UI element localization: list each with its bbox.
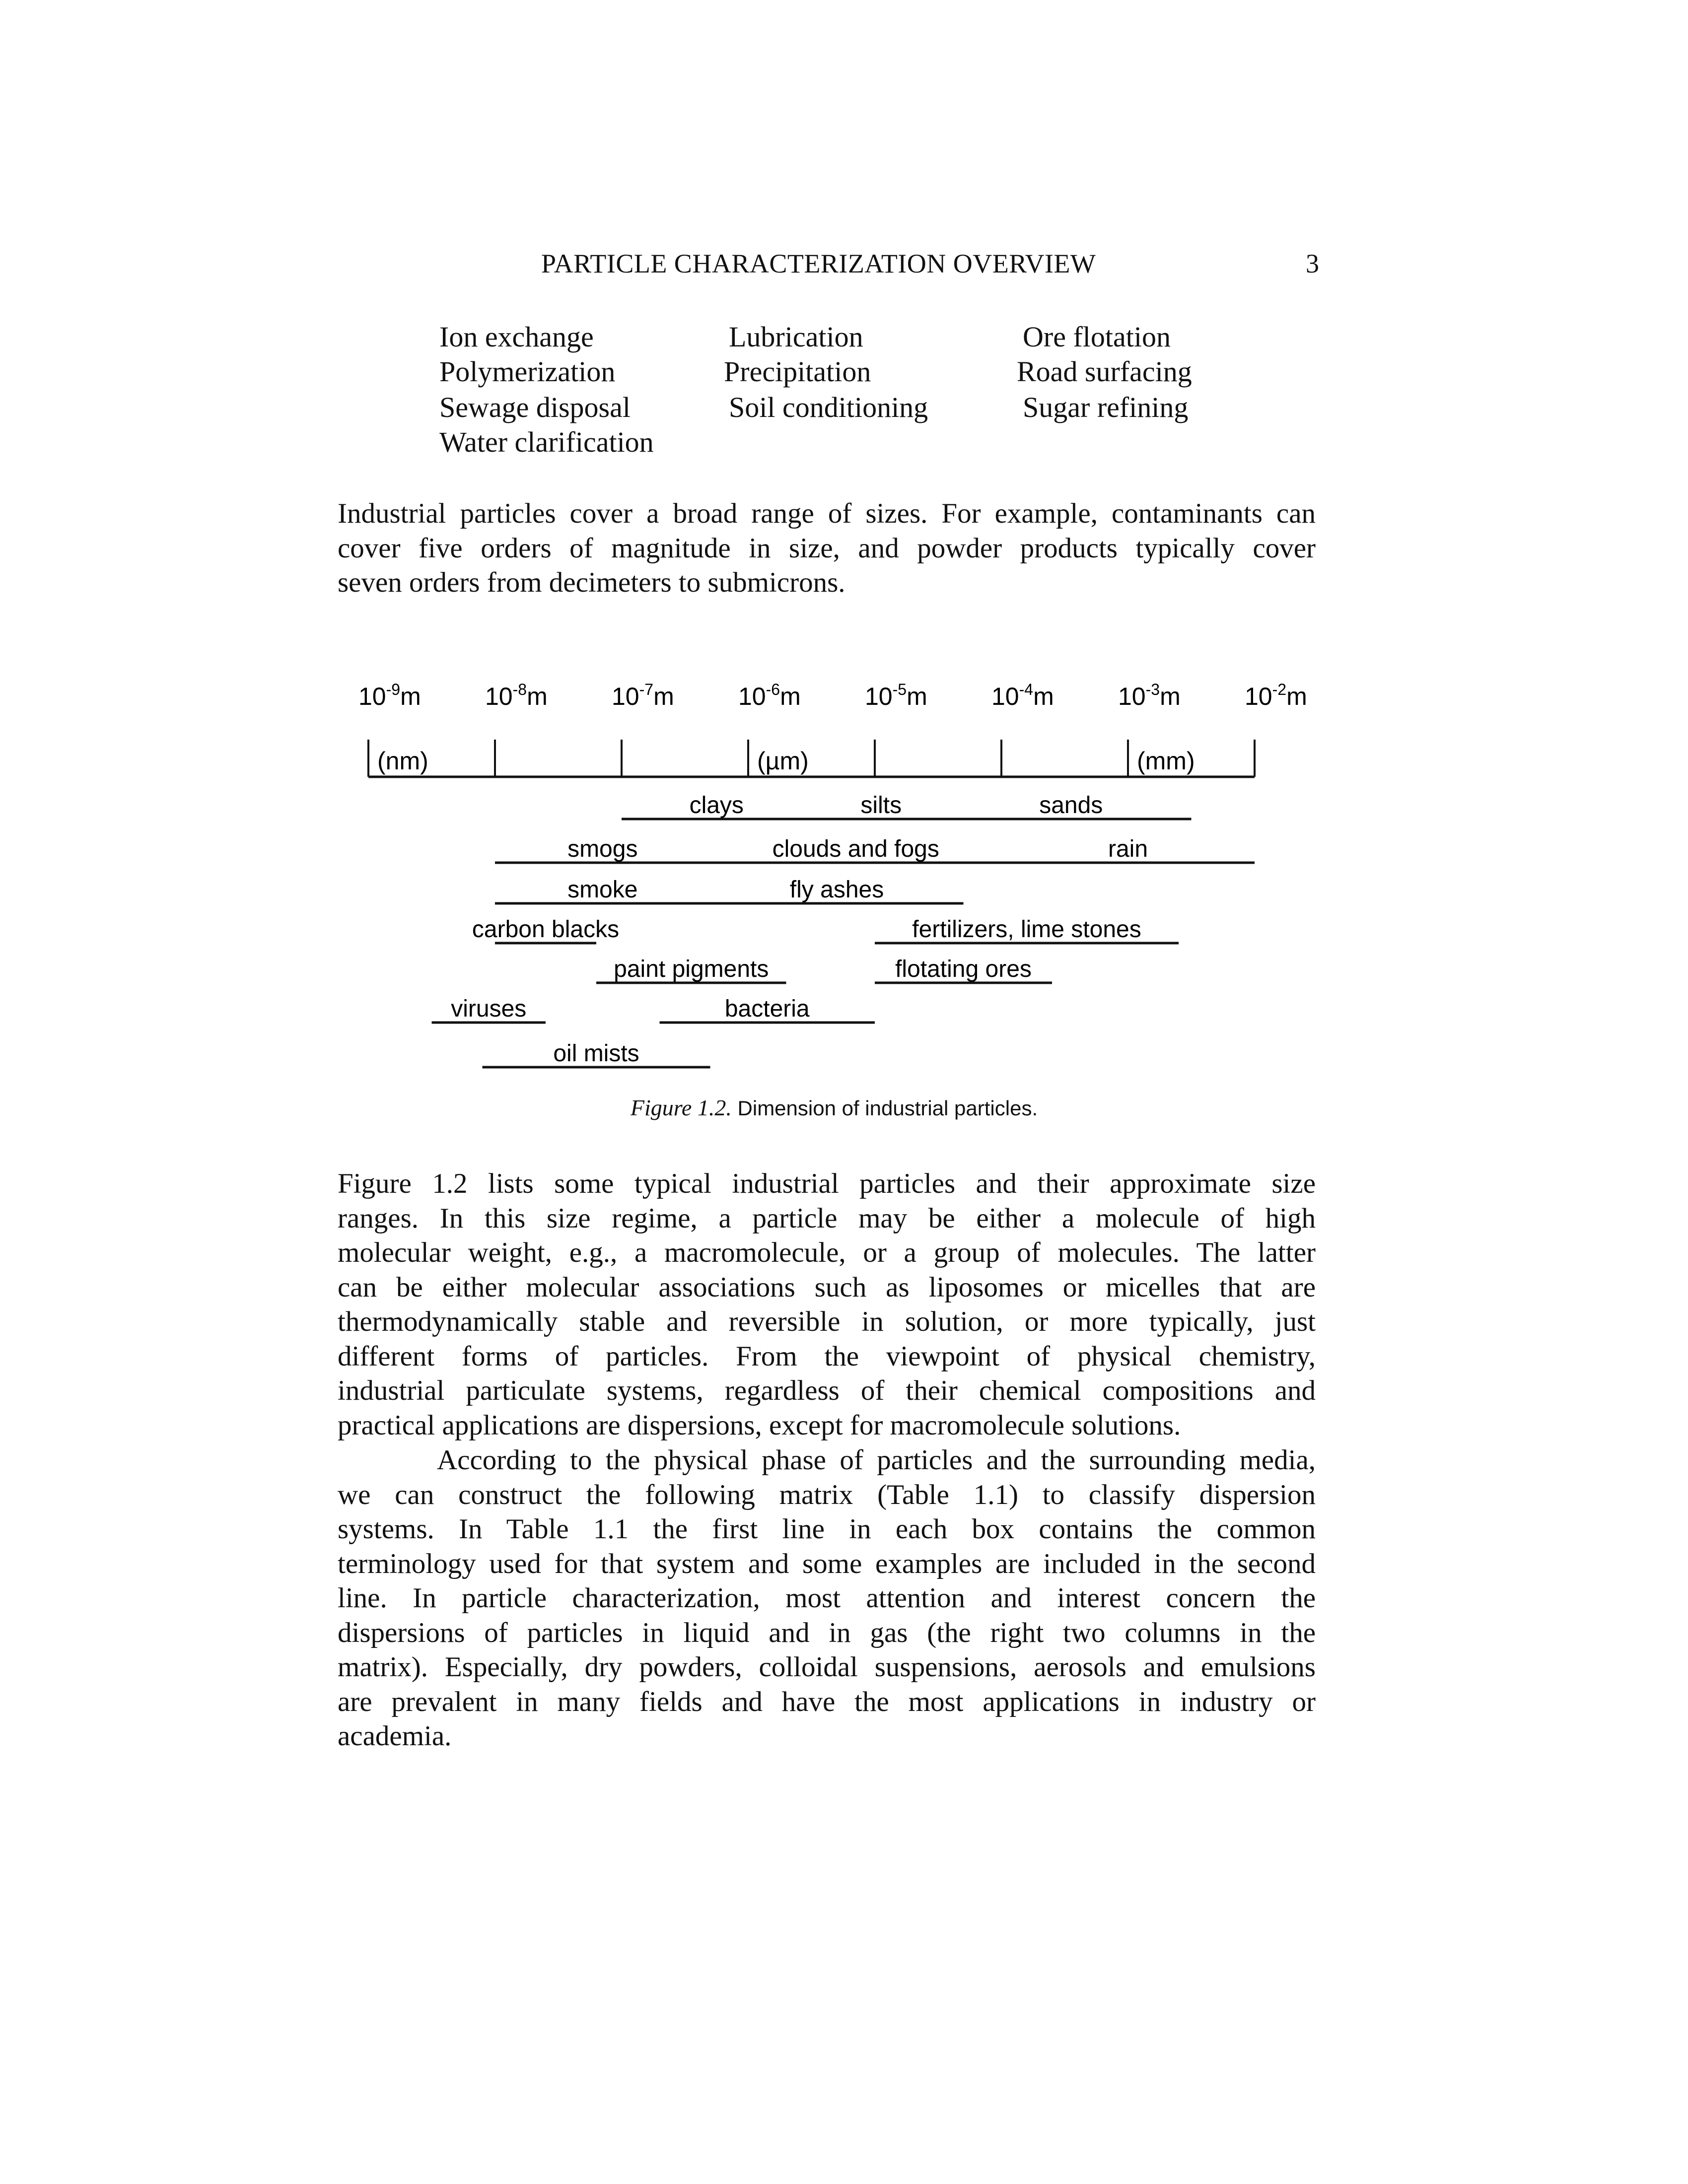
page-number: 3 — [1306, 249, 1320, 278]
paragraph-line: thermodynamically stable and reversible in solution, or more typically, just — [338, 1306, 1316, 1337]
paragraph-line: different forms of particles. From the viewpoint of physical chemistry, — [338, 1340, 1316, 1372]
application-item: Water clarification — [439, 426, 654, 458]
particle-label: clouds and fogs — [772, 836, 939, 862]
paragraph-line: Industrial particles cover a broad range of sizes. For example, contaminants can — [338, 498, 1316, 529]
size-scale-diagram — [338, 675, 1331, 1092]
particle-label: fertilizers, lime stones — [912, 916, 1141, 943]
particle-label: smogs — [567, 836, 638, 862]
scale-label: $10^{-6}m$ — [738, 681, 801, 710]
unit-label: (mm) — [1137, 747, 1195, 775]
particle-label: smoke — [567, 877, 638, 903]
particle-label: paint pigments — [614, 956, 769, 982]
application-item: Precipitation — [724, 355, 871, 388]
application-item: Polymerization — [439, 355, 616, 388]
paragraph-line: industrial particulate systems, regardless of their chemical compositions and — [338, 1375, 1316, 1406]
scale-label: $10^{-2}m$ — [1245, 681, 1307, 710]
unit-label: (nm) — [377, 747, 428, 775]
paragraph-line: line. In particle characterization, most attention and interest concern the — [338, 1582, 1316, 1614]
figure-caption — [338, 1094, 1331, 1121]
particle-label: bacteria — [724, 996, 810, 1022]
application-item: Sewage disposal — [439, 391, 631, 423]
particle-label: viruses — [451, 996, 527, 1022]
application-item: Road surfacing — [1017, 355, 1192, 388]
application-item: Sugar refining — [1023, 391, 1189, 423]
scale-label: $10^{-8}m$ — [485, 681, 548, 710]
paragraph-line: systems. In Table 1.1 the first line in each box contains the common — [338, 1513, 1316, 1545]
paragraph-line: Figure 1.2 lists some typical industrial particles and their approximate size — [338, 1168, 1316, 1199]
scale-label: $10^{-3}m$ — [1118, 681, 1181, 710]
application-item: Ore flotation — [1023, 321, 1171, 353]
unit-label: (µm) — [757, 747, 809, 775]
caption-text: Dimension of industrial particles. — [731, 1096, 1038, 1120]
paragraph-line: are prevalent in many fields and have the most applications in industry or — [338, 1686, 1316, 1717]
paragraph-line: can be either molecular associations such as liposomes or micelles that are — [338, 1271, 1316, 1303]
application-item: Ion exchange — [439, 321, 594, 353]
application-item: Lubrication — [729, 321, 863, 353]
caption-label: Figure 1.2. — [630, 1095, 732, 1120]
paragraph-line: we can construct the following matrix (Table 1.1) to classify dispersion — [338, 1479, 1316, 1510]
paragraph-dispersion-matrix — [338, 1443, 1316, 1754]
particle-label: fly ashes — [789, 877, 884, 903]
paragraph-line: terminology used for that system and some examples are included in the second — [338, 1548, 1316, 1579]
paragraph-line: ranges. In this size regime, a particle may be either a molecule of high — [338, 1202, 1316, 1234]
particle-label: sands — [1039, 792, 1103, 819]
paragraph-line: cover five orders of magnitude in size, and powder products typically cover — [338, 532, 1316, 564]
particle-label: flotating ores — [895, 956, 1032, 982]
scale-label: $10^{-4}m$ — [991, 681, 1054, 710]
paragraph-line: dispersions of particles in liquid and in gas (the right two columns in the — [338, 1617, 1316, 1648]
paragraph-figure-description — [338, 1166, 1316, 1442]
running-title: PARTICLE CHARACTERIZATION OVERVIEW — [541, 249, 1096, 278]
particle-label: carbon blacks — [472, 916, 620, 943]
application-item: Soil conditioning — [729, 391, 928, 423]
paragraph-line: matrix). Especially, dry powders, colloidal suspensions, aerosols and emulsions — [338, 1651, 1316, 1683]
particle-label: clays — [689, 792, 744, 819]
particle-label: silts — [860, 792, 902, 819]
paragraph-line: According to the physical phase of particles and the surrounding media, — [437, 1444, 1316, 1476]
particle-label: rain — [1108, 836, 1148, 862]
scale-label: $10^{-7}m$ — [612, 681, 674, 710]
paragraph-line: molecular weight, e.g., a macromolecule, or a group of molecules. The latter — [338, 1237, 1316, 1268]
scale-label: $10^{-5}m$ — [865, 681, 927, 710]
paragraph-line: practical applications are dispersions, except for macromolecule solutions. — [338, 1409, 1181, 1441]
figure-particle-sizes — [338, 675, 1331, 1122]
paragraph-line: academia. — [338, 1720, 452, 1752]
paragraph-line: seven orders from decimeters to submicrons. — [338, 567, 845, 598]
particle-label: oil mists — [553, 1040, 639, 1067]
scale-label: $10^{-9}m$ — [358, 681, 421, 710]
paragraph-sizes — [338, 496, 1316, 600]
